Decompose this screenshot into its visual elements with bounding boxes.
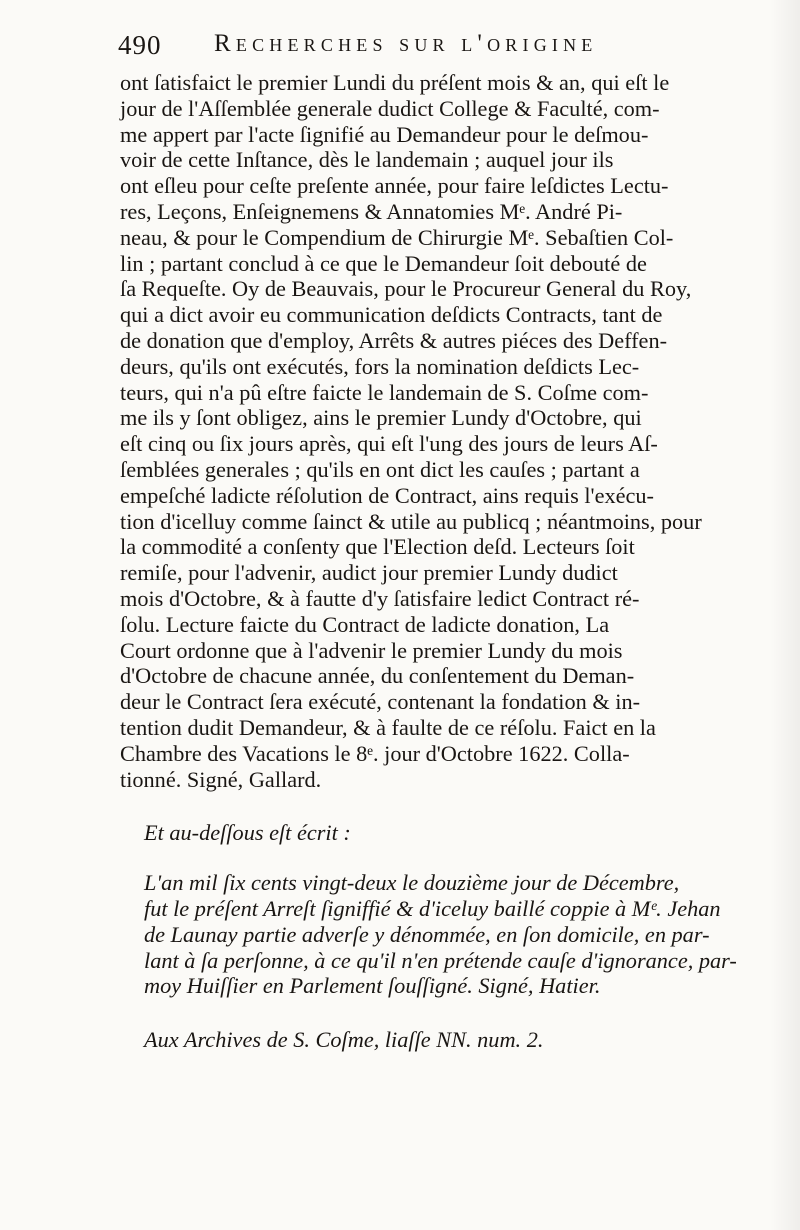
page-header [118,30,778,70]
text-line: de donation que d'employ, Arrêts & autres piéces des Deffen- [120,327,668,353]
main-paragraph [120,70,768,792]
text-line: neau, & pour le Compendium de Chirurgie Mᵉ. Sebaſtien Col- [120,224,674,250]
archive-reference: Aux Archives de S. Coſme, liaſſe NN. num. 2. [144,1027,544,1053]
text-line: Court ordonne que à l'advenir le premier Lundy du mois [120,637,623,663]
text-line: qui a dict avoir eu communication deſdicts Contracts, tant de [120,302,663,328]
italic-text-line: lant à ſa perſonne, à ce qu'il n'en prétende cauſe d'ignorance, par- [144,947,737,973]
subheading: Et au-deſſous eſt écrit : [144,820,351,846]
text-line: empeſché ladicte réſolution de Contract, ains requis l'exécu- [120,482,654,508]
text-line: jour de l'Aſſemblée generale dudict College & Faculté, com- [120,95,660,121]
text-line: ſa Requeſte. Oy de Beauvais, pour le Procureur General du Roy, [120,276,692,302]
text-line: deurs, qu'ils ont exécutés, fors la nomination deſdicts Lec- [120,353,640,379]
text-line: ont eſleu pour ceſte preſente année, pour faire leſdictes Lectu- [120,173,669,199]
text-line: mois d'Octobre, & à fautte d'y ſatisfaire ledict Contract ré- [120,585,640,611]
text-line: d'Octobre de chacune année, du conſentement du Deman- [120,663,635,689]
service-note [144,870,768,999]
running-title: Recherches sur l'origine [214,30,598,57]
italic-text-line: L'an mil ſix cents vingt-deux le douzième jour de Décembre, [144,870,680,896]
text-line: me appert par l'acte ſignifié au Demandeur pour le deſmou- [120,121,649,147]
text-line: Chambre des Vacations le 8ᵉ. jour d'Octobre 1622. Colla- [120,740,630,766]
text-line: res, Leçons, Enſeignemens & Annatomies Mᵉ. André Pi- [120,198,623,224]
text-line: deur le Contract ſera exécuté, contenant la fondation & in- [120,689,641,715]
text-line: teurs, qui n'a pû eſtre faicte le landemain de S. Coſme com- [120,379,649,405]
text-line: tention dudit Demandeur, & à faulte de ce réſolu. Faict en la [120,714,656,740]
text-line: la commodité a conſenty que l'Election deſd. Lecteurs ſoit [120,534,635,560]
page-body [120,70,768,1053]
text-line: ſolu. Lecture faicte du Contract de ladicte donation, La [120,611,610,637]
italic-text-line: de Launay partie adverſe y dénommée, en ſon domicile, en par- [144,921,710,947]
italic-text-line: fut le préſent Arreſt ſigniffié & d'iceluy baillé coppie à Mᵉ. Jehan [144,895,721,921]
page-shadow [770,0,800,1230]
spacer [120,999,768,1027]
text-line: voir de cette Inſtance, dès le landemain ; auquel jour ils [120,147,614,173]
text-line: remiſe, pour l'advenir, audict jour premier Lundy dudict [120,560,618,586]
text-line: ont ſatisfaict le premier Lundi du préſent mois & an, qui eſt le [120,70,670,95]
spacer [120,846,768,870]
spacer [120,792,768,820]
page-number: 490 [118,30,162,60]
text-line: eſt cinq ou ſix jours après, qui eſt l'ung des jours de leurs Aſ- [120,431,658,457]
text-line: ſemblées generales ; qu'ils en ont dict les cauſes ; partant a [120,456,640,482]
text-line: me ils y ſont obligez, ains le premier Lundy d'Octobre, qui [120,405,642,431]
text-line: lin ; partant conclud à ce que le Demandeur ſoit debouté de [120,250,647,276]
text-line: tionné. Signé, Gallard. [120,766,322,792]
italic-text-line: moy Huiſſier en Parlement ſouſſigné. Signé, Hatier. [144,973,601,999]
text-line: tion d'icelluy comme ſainct & utile au publicq ; néantmoins, pour [120,508,702,534]
